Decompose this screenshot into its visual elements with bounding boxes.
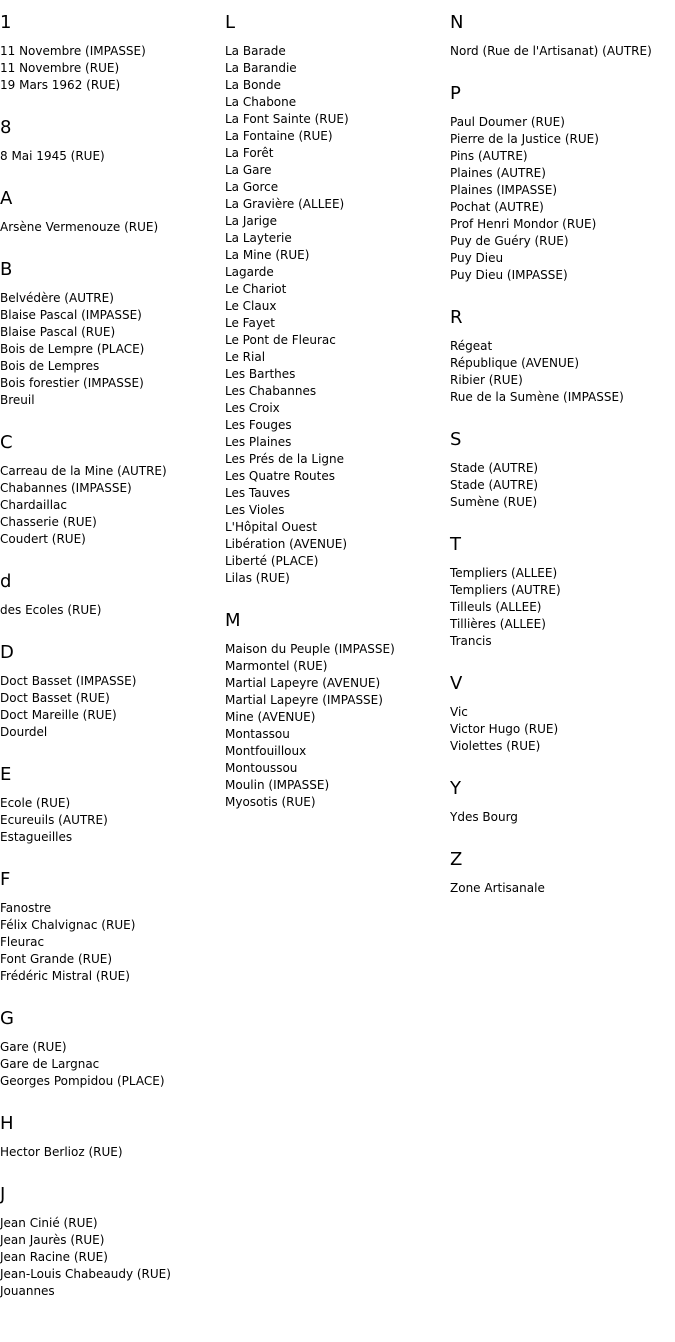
street-list — [450, 880, 675, 897]
letter-group — [0, 189, 225, 236]
street-link[interactable]: Bois de Lempres — [0, 359, 100, 373]
street-link[interactable]: Mine (AVENUE) — [225, 710, 316, 724]
street-link[interactable]: Les Barthes — [225, 367, 296, 381]
letter-group — [0, 1185, 225, 1300]
letter-heading: R — [450, 307, 463, 328]
street-link[interactable]: Les Prés de la Ligne — [225, 452, 345, 466]
street-link[interactable]: Les Fouges — [225, 418, 292, 432]
street-link[interactable]: Lilas (RUE) — [225, 571, 290, 585]
letter-group — [225, 611, 450, 811]
street-link[interactable]: Sumène (RUE) — [450, 495, 538, 509]
street-link[interactable]: Libération (AVENUE) — [225, 537, 348, 551]
street-list — [450, 809, 675, 826]
street-link[interactable]: 11 Novembre (RUE) — [0, 61, 120, 75]
street-link[interactable]: Montfouilloux — [225, 744, 307, 758]
letter-heading: Y — [450, 778, 461, 799]
street-link[interactable]: La Gare — [225, 163, 272, 177]
street-link[interactable]: Coudert (RUE) — [0, 532, 86, 546]
letter-heading: d — [0, 571, 12, 592]
street-link[interactable]: Tilleuls (ALLEE) — [450, 600, 542, 614]
street-link[interactable]: Liberté (PLACE) — [225, 554, 319, 568]
letter-group — [450, 850, 675, 897]
street-link[interactable]: Doct Basset (IMPASSE) — [0, 674, 137, 688]
street-link[interactable]: Le Rial — [225, 350, 266, 364]
street-link[interactable]: Les Violes — [225, 503, 285, 517]
street-link[interactable]: Les Tauves — [225, 486, 290, 500]
street-list — [0, 148, 225, 165]
street-link[interactable]: Stade (AUTRE) — [450, 461, 539, 475]
street-link[interactable]: Ydes Bourg — [450, 810, 518, 824]
street-link[interactable]: Gare de Largnac — [0, 1057, 100, 1071]
street-list — [450, 43, 675, 60]
street-link[interactable]: Plaines (AUTRE) — [450, 166, 546, 180]
letter-group — [0, 572, 225, 619]
street-link[interactable]: Hector Berlioz (RUE) — [0, 1145, 123, 1159]
street-link[interactable]: Jean Jaurès (RUE) — [0, 1233, 105, 1247]
letter-heading: L — [225, 12, 236, 33]
street-link[interactable]: La Layterie — [225, 231, 292, 245]
letter-group — [450, 535, 675, 650]
street-link[interactable]: Gare (RUE) — [0, 1040, 67, 1054]
letter-heading: Z — [450, 849, 463, 870]
street-link[interactable]: Font Grande (RUE) — [0, 952, 113, 966]
letter-heading: J — [0, 1184, 6, 1205]
street-link[interactable]: La Font Sainte (RUE) — [225, 112, 349, 126]
street-link[interactable]: Violettes (RUE) — [450, 739, 541, 753]
street-link[interactable]: Jean Cinié (RUE) — [0, 1216, 98, 1230]
street-list — [0, 463, 225, 548]
street-link[interactable]: Puy de Guéry (RUE) — [450, 234, 569, 248]
street-link[interactable]: Rue de la Sumène (IMPASSE) — [450, 390, 624, 404]
street-link[interactable]: Frédéric Mistral (RUE) — [0, 969, 130, 983]
street-link[interactable]: Templiers (AUTRE) — [450, 583, 561, 597]
street-list — [450, 704, 675, 755]
letter-group — [450, 430, 675, 511]
street-link[interactable]: Belvédère (AUTRE) — [0, 291, 114, 305]
street-link[interactable]: Pierre de la Justice (RUE) — [450, 132, 599, 146]
letter-group — [0, 433, 225, 548]
letter-group — [450, 779, 675, 826]
street-link[interactable]: Félix Chalvignac (RUE) — [0, 918, 136, 932]
letter-group — [450, 308, 675, 406]
street-link[interactable]: des Ecoles (RUE) — [0, 603, 102, 617]
street-list — [0, 290, 225, 409]
letter-group — [450, 84, 675, 284]
street-link[interactable]: Blaise Pascal (RUE) — [0, 325, 116, 339]
letter-heading: A — [0, 188, 13, 209]
letter-group — [0, 1009, 225, 1090]
street-link[interactable]: Vic — [450, 705, 468, 719]
street-link[interactable]: Victor Hugo (RUE) — [450, 722, 559, 736]
street-link[interactable]: Jean Racine (RUE) — [0, 1250, 108, 1264]
street-link[interactable]: Stade (AUTRE) — [450, 478, 539, 492]
street-link[interactable]: Doct Mareille (RUE) — [0, 708, 117, 722]
street-link[interactable]: Fanostre — [0, 901, 52, 915]
street-link[interactable]: Martial Lapeyre (IMPASSE) — [225, 693, 383, 707]
street-link[interactable]: Le Chariot — [225, 282, 287, 296]
street-link[interactable]: Carreau de la Mine (AUTRE) — [0, 464, 167, 478]
street-link[interactable]: Chabannes (IMPASSE) — [0, 481, 132, 495]
street-link[interactable]: La Gravière (ALLEE) — [225, 197, 345, 211]
street-list — [0, 219, 225, 236]
letter-group — [0, 765, 225, 846]
street-link[interactable]: Les Quatre Routes — [225, 469, 335, 483]
street-list — [0, 602, 225, 619]
street-index-column-2 — [225, 13, 450, 835]
street-link[interactable]: Montoussou — [225, 761, 298, 775]
street-link[interactable]: Pins (AUTRE) — [450, 149, 528, 163]
street-link[interactable]: La Gorce — [225, 180, 279, 194]
street-link[interactable]: Arsène Vermenouze (RUE) — [0, 220, 159, 234]
street-link[interactable]: Puy Dieu (IMPASSE) — [450, 268, 568, 282]
street-link[interactable]: Les Croix — [225, 401, 280, 415]
street-link[interactable]: Tillières (ALLEE) — [450, 617, 546, 631]
street-link[interactable]: La Forêt — [225, 146, 274, 160]
street-link[interactable]: Marmontel (RUE) — [225, 659, 328, 673]
letter-heading: D — [0, 642, 14, 663]
street-link[interactable]: Ribier (RUE) — [450, 373, 523, 387]
street-link[interactable]: Le Claux — [225, 299, 277, 313]
street-link[interactable]: Georges Pompidou (PLACE) — [0, 1074, 165, 1088]
street-link[interactable]: 11 Novembre (IMPASSE) — [0, 44, 146, 58]
letter-heading: V — [450, 673, 463, 694]
street-link[interactable]: Le Pont de Fleurac — [225, 333, 336, 347]
street-list — [0, 900, 225, 985]
street-list — [225, 43, 450, 587]
street-list — [0, 43, 225, 94]
street-list — [450, 565, 675, 650]
street-link[interactable]: La Fontaine (RUE) — [225, 129, 333, 143]
letter-heading: G — [0, 1008, 14, 1029]
letter-heading: 1 — [0, 12, 12, 33]
street-link[interactable]: Puy Dieu — [450, 251, 504, 265]
street-link[interactable]: Nord (Rue de l'Artisanat) (AUTRE) — [450, 44, 652, 58]
street-list — [0, 1039, 225, 1090]
street-list — [450, 114, 675, 284]
street-list — [0, 673, 225, 741]
street-link[interactable]: Maison du Peuple (IMPASSE) — [225, 642, 395, 656]
letter-heading: C — [0, 432, 13, 453]
letter-heading: B — [0, 259, 13, 280]
letter-heading: E — [0, 764, 12, 785]
street-link[interactable]: Chasserie (RUE) — [0, 515, 97, 529]
street-link[interactable]: Dourdel — [0, 725, 48, 739]
street-link[interactable]: 8 Mai 1945 (RUE) — [0, 149, 105, 163]
street-link[interactable]: La Barandie — [225, 61, 297, 75]
street-link[interactable]: Estagueilles — [0, 830, 73, 844]
street-link[interactable]: Jean-Louis Chabeaudy (RUE) — [0, 1267, 171, 1281]
street-link[interactable]: L'Hôpital Ouest — [225, 520, 317, 534]
letter-heading: N — [450, 12, 464, 33]
letter-heading: H — [0, 1113, 14, 1134]
street-link[interactable]: La Chabone — [225, 95, 297, 109]
street-link[interactable]: Myosotis (RUE) — [225, 795, 316, 809]
letter-heading: S — [450, 429, 462, 450]
street-link[interactable]: Plaines (IMPASSE) — [450, 183, 558, 197]
street-link[interactable]: Bois forestier (IMPASSE) — [0, 376, 144, 390]
letter-heading: F — [0, 869, 11, 890]
street-link[interactable]: Moulin (IMPASSE) — [225, 778, 330, 792]
letter-group — [0, 13, 225, 94]
street-link[interactable]: Le Fayet — [225, 316, 276, 330]
letter-group — [0, 260, 225, 409]
street-link[interactable]: Jouannes — [0, 1284, 55, 1298]
street-link[interactable]: Blaise Pascal (IMPASSE) — [0, 308, 142, 322]
street-list — [0, 1215, 225, 1300]
street-link[interactable]: La Barade — [225, 44, 286, 58]
street-list — [0, 1144, 225, 1161]
letter-group — [0, 870, 225, 985]
street-index-column-1 — [0, 13, 225, 1324]
street-list — [0, 795, 225, 846]
street-link[interactable]: La Bonde — [225, 78, 282, 92]
street-link[interactable]: Breuil — [0, 393, 35, 407]
street-link[interactable]: Les Plaines — [225, 435, 292, 449]
street-list — [225, 641, 450, 811]
street-link[interactable]: Doct Basset (RUE) — [0, 691, 110, 705]
street-link[interactable]: Prof Henri Mondor (RUE) — [450, 217, 597, 231]
street-link[interactable]: Fleurac — [0, 935, 45, 949]
street-index-column-3 — [450, 13, 675, 921]
street-link[interactable]: Lagarde — [225, 265, 274, 279]
street-link[interactable]: Les Chabannes — [225, 384, 317, 398]
letter-heading: M — [225, 610, 241, 631]
street-link[interactable]: Montassou — [225, 727, 290, 741]
street-link[interactable]: La Mine (RUE) — [225, 248, 310, 262]
letter-group — [0, 1114, 225, 1161]
street-link[interactable]: Zone Artisanale — [450, 881, 545, 895]
street-link[interactable]: Bois de Lempre (PLACE) — [0, 342, 145, 356]
street-link[interactable]: La Jarige — [225, 214, 278, 228]
street-link[interactable]: Paul Doumer (RUE) — [450, 115, 565, 129]
letter-heading: T — [450, 534, 461, 555]
letter-group — [225, 13, 450, 587]
letter-group — [0, 118, 225, 165]
letter-group — [450, 674, 675, 755]
letter-heading: P — [450, 83, 461, 104]
street-link[interactable]: Trancis — [450, 634, 492, 648]
street-list — [450, 338, 675, 406]
street-link[interactable]: Ecole (RUE) — [0, 796, 71, 810]
street-list — [450, 460, 675, 511]
street-link[interactable]: Martial Lapeyre (AVENUE) — [225, 676, 381, 690]
street-link[interactable]: Pochat (AUTRE) — [450, 200, 544, 214]
street-link[interactable]: République (AVENUE) — [450, 356, 580, 370]
letter-group — [450, 13, 675, 60]
street-link[interactable]: Templiers (ALLEE) — [450, 566, 558, 580]
street-link[interactable]: Ecureuils (AUTRE) — [0, 813, 108, 827]
letter-group — [0, 643, 225, 741]
street-link[interactable]: 19 Mars 1962 (RUE) — [0, 78, 121, 92]
street-link[interactable]: Chardaillac — [0, 498, 67, 512]
street-link[interactable]: Régeat — [450, 339, 493, 353]
letter-heading: 8 — [0, 117, 12, 138]
